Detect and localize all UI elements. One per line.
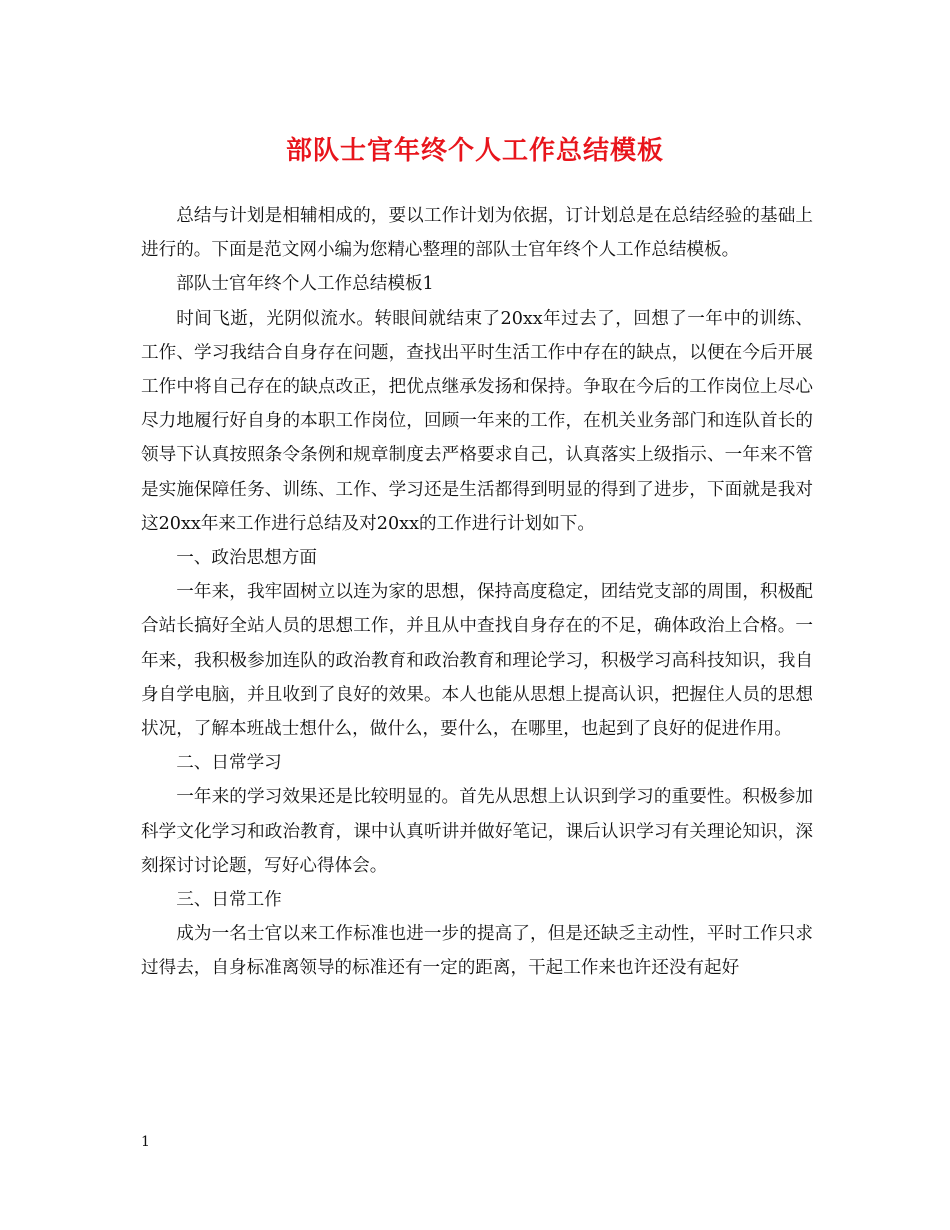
paragraph-study: 一年来的学习效果还是比较明显的。首先从思想上认识到学习的重要性。积极参加科学文化学习和政治教育，课中认真听讲并做好笔记，课后认识学习有关理论知识，深刻探讨讨论题，写好心得体会。: [141, 787, 813, 876]
page-number: 1: [141, 1134, 150, 1150]
document-title: 部队士官年终个人工作总结模板: [285, 136, 664, 166]
paragraph-opening: 时间飞逝，光阴似流水。转眼间就结束了20xx年过去了，回想了一年中的训练、工作、学习我结合自身存在问题，查找出平时生活工作中存在的缺点，以便在今后开展工作中将自己存在的缺点改正，把优点继承发扬和保持。争取在今后的工作岗位上尽心尽力地履行好自身的本职工作岗位，回顾一年来的工作，在机关业务部门和连队首长的领导下认真按照条令条例和规章制度去严格要求自己，认真落实上级指示、一年来不管是实施保障任务、训练、工作、学习还是生活都得到明显的得到了进步，下面就是我对这20xx年来工作进行总结及对20xx的工作进行计划如下。: [141, 308, 813, 534]
section-heading-study: 二、日常学习: [176, 753, 282, 774]
section-heading-political: 一、政治思想方面: [176, 548, 317, 569]
paragraph-intro: 总结与计划是相辅相成的，要以工作计划为依据，订计划总是在总结经验的基础上进行的。下面是范文网小编为您精心整理的部队士官年终个人工作总结模板。: [141, 206, 813, 261]
paragraph-political: 一年来，我牢固树立以连为家的思想，保持高度稳定，团结党支部的周围，积极配合站长搞好全站人员的思想工作，并且从中查找自身存在的不足，确体政治上合格。一年来，我积极参加连队的政治教育和政治教育和理论学习，积极学习高科技知识，我自身自学电脑，并且收到了良好的效果。本人也能从思想上提高认识，把握住人员的思想状况，了解本班战士想什么，做什么，要什么，在哪里，也起到了良好的促进作用。: [141, 582, 813, 740]
paragraph-work: 成为一名士官以来工作标准也进一步的提高了，但是还缺乏主动性，平时工作只求过得去，自身标准离领导的标准还有一定的距离，干起工作来也许还没有起好: [141, 924, 813, 979]
document-body: [141, 199, 813, 986]
section-heading-work: 三、日常工作: [176, 890, 282, 911]
paragraph-subtitle: 部队士官年终个人工作总结模板1: [176, 274, 434, 295]
